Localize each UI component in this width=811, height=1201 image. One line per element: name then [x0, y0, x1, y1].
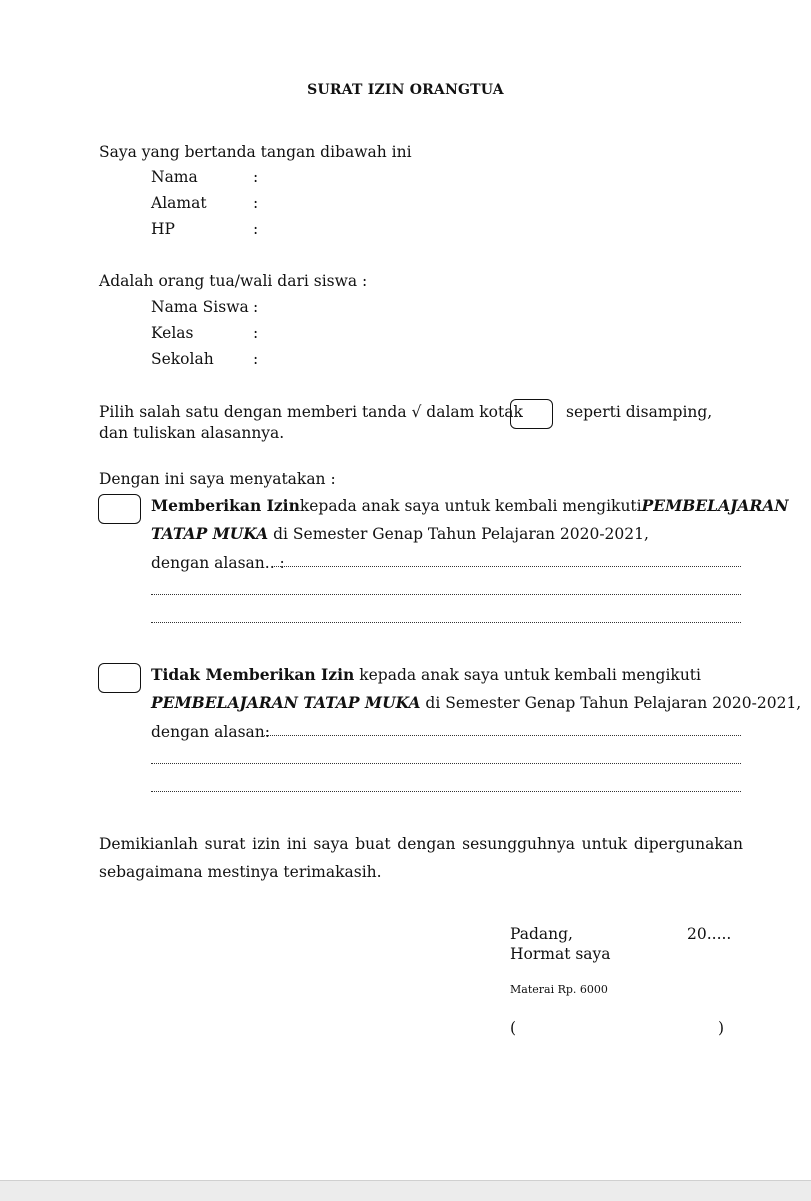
- parent-intro: Saya yang bertanda tangan dibawah ini: [99, 143, 412, 161]
- give-permission-line1: [151, 496, 789, 516]
- signature-place: Padang,: [510, 925, 573, 943]
- student-class-colon: :: [253, 324, 259, 342]
- instruction-line1: Pilih salah satu dengan memberi tanda √ dalam kotak: [99, 403, 523, 421]
- give-permission-reason-label: dengan alasan.. :: [151, 554, 285, 572]
- give-permission-text1: kepada anak saya untuk kembali mengikuti: [299, 497, 642, 515]
- parent-phone-label: HP: [151, 220, 175, 238]
- student-school-label: Sekolah: [151, 350, 214, 368]
- bottom-edge: [0, 1180, 811, 1201]
- give-permission-bold: Memberikan Izin: [151, 496, 300, 515]
- parent-address-colon: :: [253, 194, 259, 212]
- parent-name-colon: :: [253, 168, 259, 186]
- student-class-label: Kelas: [151, 324, 194, 342]
- deny-permission-line1: [151, 665, 701, 685]
- stamp-note: Materai Rp. 6000: [510, 983, 608, 996]
- page-title: SURAT IZIN ORANGTUA: [307, 82, 504, 98]
- signature-year: 20.....: [687, 925, 732, 943]
- give-permission-checkbox[interactable]: [98, 494, 141, 524]
- deny-permission-text1: kepada anak saya untuk kembali mengikuti: [359, 666, 701, 684]
- give-permission-line2: [151, 524, 649, 544]
- deny-reason-line-2[interactable]: [151, 763, 741, 764]
- signature-regards: Hormat saya: [510, 945, 611, 963]
- deny-permission-text2: di Semester Genap Tahun Pelajaran 2020-2021,: [425, 694, 802, 712]
- student-name-label: Nama Siswa: [151, 298, 249, 316]
- statement-intro: Dengan ini saya menyatakan :: [99, 470, 336, 488]
- example-checkbox: [510, 399, 553, 429]
- deny-permission-checkbox[interactable]: [98, 663, 141, 693]
- give-reason-line-1[interactable]: [274, 566, 741, 567]
- closing-line1: Demikianlah surat izin ini saya buat dengan sesungguhnya untuk dipergunakan: [99, 835, 743, 853]
- deny-permission-italic1: PEMBELAJARAN TATAP MUKA: [151, 693, 421, 712]
- signature-open-paren: (: [510, 1019, 517, 1037]
- give-reason-line-2[interactable]: [151, 594, 741, 595]
- deny-permission-reason-label: dengan alasan:: [151, 723, 270, 741]
- deny-reason-line-1[interactable]: [262, 735, 741, 736]
- deny-permission-bold: Tidak Memberikan Izin: [151, 665, 355, 684]
- closing-line2: sebagaimana mestinya terimakasih.: [99, 863, 382, 881]
- give-permission-italic2: TATAP MUKA: [151, 524, 269, 543]
- instruction-line2: dan tuliskan alasannya.: [99, 424, 285, 442]
- parent-name-label: Nama: [151, 168, 198, 186]
- student-school-colon: :: [253, 350, 259, 368]
- give-permission-italic1: PEMBELAJARAN: [641, 496, 789, 515]
- give-reason-line-3[interactable]: [151, 622, 741, 623]
- student-intro: Adalah orang tua/wali dari siswa :: [99, 272, 368, 290]
- instruction-line1-tail: seperti disamping,: [566, 403, 713, 421]
- deny-reason-line-3[interactable]: [151, 791, 741, 792]
- parent-address-label: Alamat: [151, 194, 207, 212]
- signature-close-paren: ): [718, 1019, 725, 1037]
- parent-phone-colon: :: [253, 220, 259, 238]
- deny-permission-line2: [151, 693, 801, 713]
- student-name-colon: :: [253, 298, 259, 316]
- give-permission-text2: di Semester Genap Tahun Pelajaran 2020-2021,: [273, 525, 649, 543]
